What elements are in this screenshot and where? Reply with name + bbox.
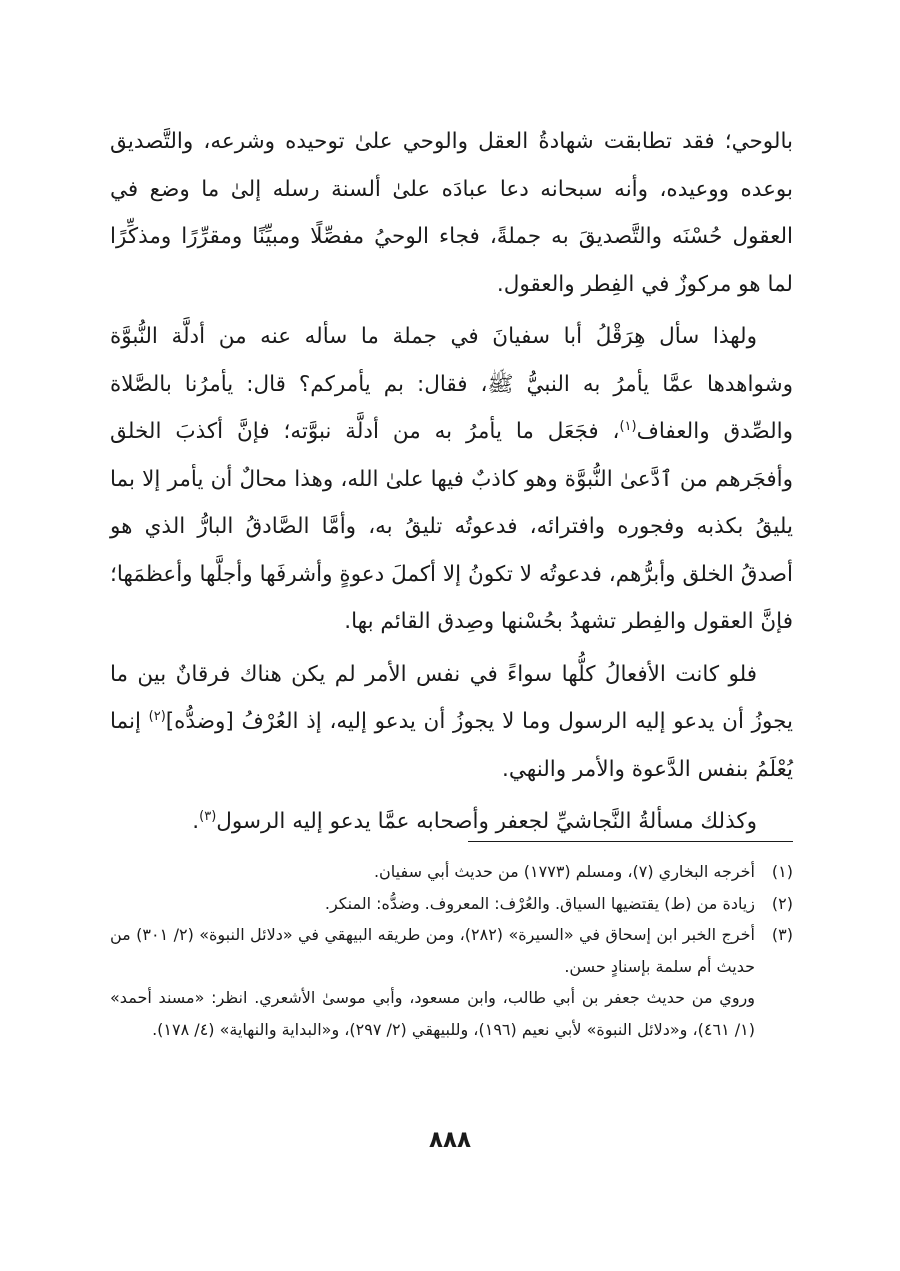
paragraph	[110, 651, 793, 794]
footnote-reference[interactable]: (٣)	[199, 808, 217, 824]
paragraph-text: ، فجَعَل ما يأمرُ به من أدلَّة نبوَّته؛ فإنَّ أكذبَ الخلق وأفجَرهم من ٱدَّعىٰ النُّبوَّة وهو كاذبٌ فيها علىٰ الله، وهذا محالٌ أن يأمر إلا بما يليقُ بكذبه وفجوره وافترائه، فدعوتُه تليقُ به، وأمَّا الصَّادقُ البارُّ الذي هو أصدقُ الخلق وأبرُّهم، فدعوتُه لا تكونُ إلا أكملَ دعوةٍ وأشرفَها وأجلَّها وأعظمَها؛ فإنَّ العقول والفِطر تشهدُ بحُسْنها وصِدق القائم بها.	[110, 419, 793, 634]
footnote-reference[interactable]: (٢)	[148, 708, 166, 724]
footnote-text: أخرجه البخاري (٧)، ومسلم (١٧٧٣) من حديث أبي سفيان.	[373, 862, 755, 881]
footnote	[110, 888, 793, 920]
paragraph-text: وكذلك مسألةُ النَّجاشيِّ لجعفر وأصحابه عمَّا يدعو إليه الرسول	[216, 809, 757, 834]
paragraph-text: ولهذا سأل هِرَقْلُ أبا سفيانَ في جملة ما سأله عنه من أدلَّة النُّبوَّة وشواهدها عمَّا يأمرُ به النبيُّ ﷺ، فقال: بم يأمركم؟ قال: يأمرُنا بالصَّلاة والصِّدق والعفاف	[110, 324, 793, 444]
footnote-separator	[468, 841, 793, 842]
page-number: ٨٨٨	[428, 1127, 472, 1153]
footnote-number: (٣)	[771, 925, 793, 944]
paragraph	[110, 313, 793, 646]
footnote-reference[interactable]: (١)	[619, 418, 637, 434]
paragraph	[110, 798, 793, 846]
footnote-number: (١)	[771, 862, 793, 881]
sentence-end: .	[192, 809, 200, 834]
footnote-number: (٢)	[771, 893, 793, 913]
footnote-text: زيادة من (ط) يقتضيها السياق. والعُرْف: المعروف. وضدُّه: المنكر.	[324, 893, 755, 913]
footnote-text: أخرج الخبر ابن إسحاق في «السيرة» (٢٨٢)، ومن طريقه البيهقي في «دلائل النبوة» (٢/ ٣٠١) من حديث أم سلمة بإسنادٍ حسن.	[110, 925, 756, 976]
footnote	[110, 856, 793, 888]
main-text	[110, 118, 793, 846]
paragraph-text: إنما يُعْلَمُ بنفس الدَّعوة والأمر والنهي.	[110, 709, 793, 782]
paragraph-text: بالوحي؛ فقد تطابقت شهادةُ العقل والوحي علىٰ توحيده وشرعه، والتَّصديق بوعده ووعيده، وأنه سبحانه دعا عبادَه علىٰ ألسنة رسله إلىٰ ما وضع في العقول حُسْنَه والتَّصديقَ به جملةً، فجاء الوحيُ مفصِّلًا ومبيِّنًا ومقرِّرًا ومذكِّرًا لما هو مركوزٌ في الفِطر والعقول.	[110, 129, 793, 297]
footnotes	[110, 856, 793, 1045]
paragraph	[110, 118, 793, 308]
paragraph-text: فلو كانت الأفعالُ كلُّها سواءً في نفس الأمر لم يكن هناك فرقانٌ بين ما يجوزُ أن يدعو إليه الرسول وما لا يجوزُ أن يدعو إليه، إذ العُرْفُ [وضدُّه]	[110, 661, 793, 734]
footnote	[110, 919, 793, 982]
footnote-continuation: وروي من حديث جعفر بن أبي طالب، وابن مسعود، وأبي موسىٰ الأشعري. انظر: «مسند أحمد» (١/ ٤٦١)، و«دلائل النبوة» لأبي نعيم (١٩٦)، وللبيهقي (٢/ ٢٩٧)، و«البداية والنهاية» (٤/ ١٧٨).	[110, 988, 755, 1039]
